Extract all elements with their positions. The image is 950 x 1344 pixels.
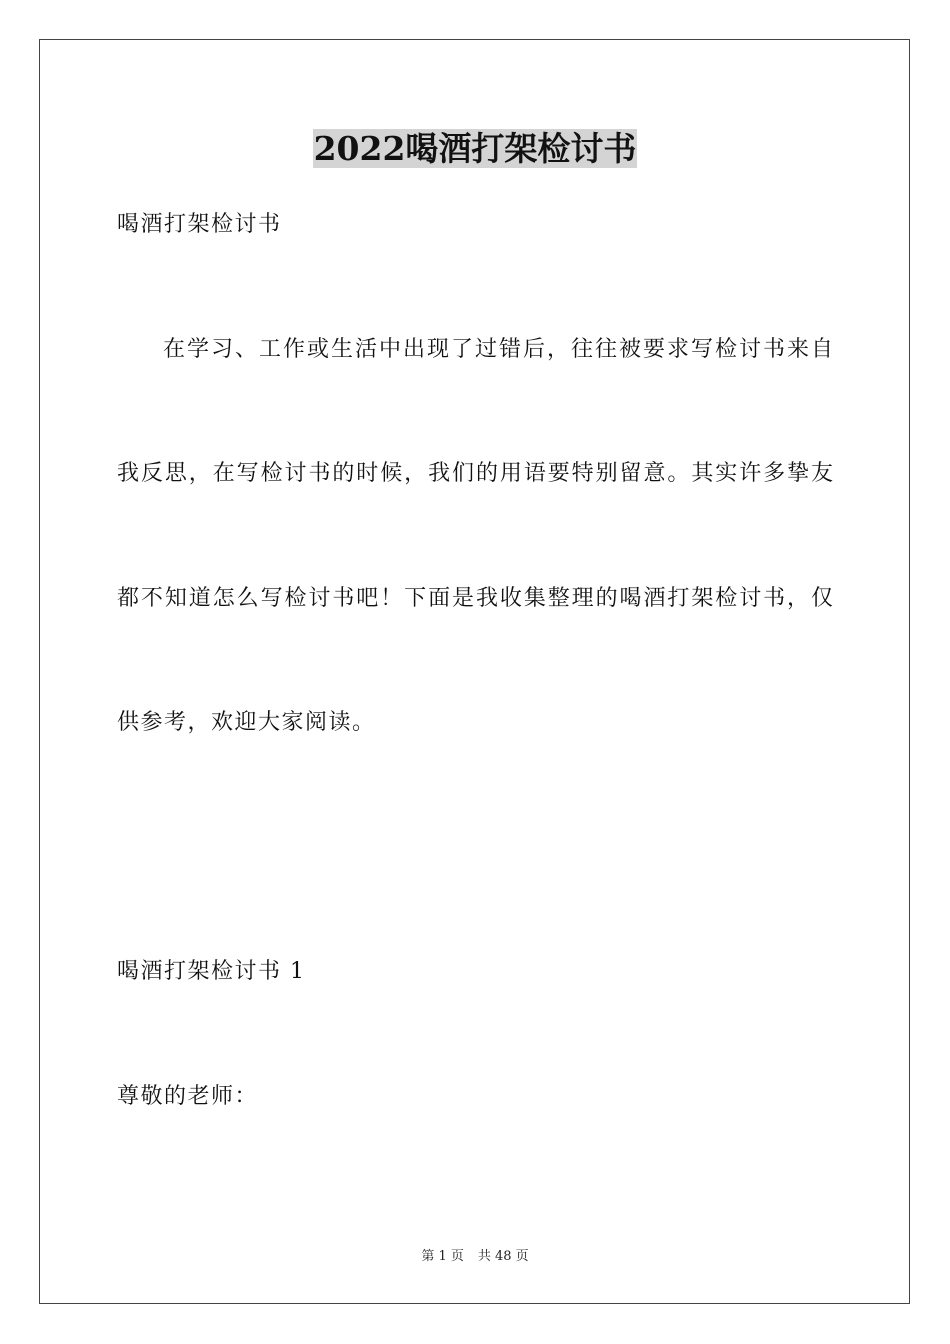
intro-line-4: 供参考，欢迎大家阅读。 xyxy=(117,710,376,735)
subtitle: 喝酒打架检讨书 xyxy=(117,212,282,237)
document-title-text: 2022喝酒打架检讨书 xyxy=(313,129,637,168)
intro-line-1: 在学习、工作或生活中出现了过错后，往往被要求写检讨书来自 xyxy=(163,337,833,362)
section-heading: 喝酒打架检讨书 1 xyxy=(117,959,306,984)
page-total: 共 48 页 xyxy=(477,1249,529,1264)
page-number: 第 1 页 xyxy=(421,1249,464,1264)
salutation: 尊敬的老师： xyxy=(117,1084,259,1109)
page-footer xyxy=(0,1248,950,1266)
intro-line-2: 我反思，在写检讨书的时候，我们的用语要特别留意。其实许多挚友 xyxy=(117,461,833,486)
document-title xyxy=(0,128,950,170)
intro-line-3: 都不知道怎么写检讨书吧！下面是我收集整理的喝酒打架检讨书，仅 xyxy=(117,586,833,611)
